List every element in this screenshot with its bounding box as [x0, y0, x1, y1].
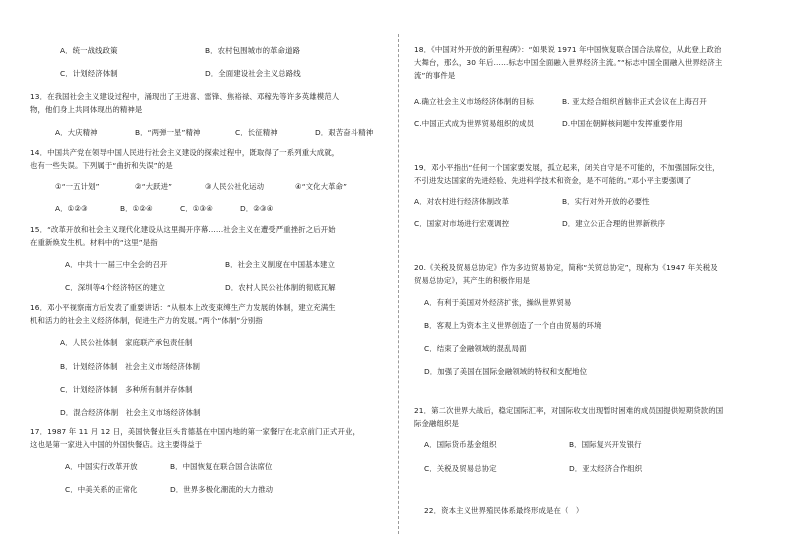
q17-stem-line-1: 17．1987 年 11 月 12 日，美国快餐业巨头肯德基在中国内地的第一家餐厅在北京前门正式开业，: [30, 427, 360, 436]
q20-option-a: A．有利于美国对外经济扩张，操纵世界贸易: [424, 298, 572, 307]
q19-option-d: D．建立公正合理的世界新秩序: [562, 219, 666, 228]
q12-option-b: B．农村包围城市的革命道路: [205, 46, 301, 55]
q13-stem-line-1: 13．在我国社会主义建设过程中，涌现出了王进喜、雷锋、焦裕禄、邓稼先等许多英雄模范人: [30, 92, 340, 101]
q16-option-a: A．人民公社体制 家庭联产承包责任制: [60, 338, 193, 347]
q14-option-b: B．①②④: [120, 204, 153, 213]
q14-item-4: ④“文化大革命”: [295, 182, 348, 191]
q20-stem-line-1: 20.《关税及贸易总协定》作为多边贸易协定，简称“关贸总协定”，现称为《1947 年关税及: [414, 263, 718, 272]
q15-option-c: C．深圳等4个经济特区的建立: [65, 283, 165, 292]
q16-option-b: B．计划经济体制 社会主义市场经济体制: [60, 362, 201, 371]
q21-option-c: C．关税及贸易总协定: [424, 464, 497, 473]
q15-option-a: A．中共十一届三中全会的召开: [65, 260, 168, 269]
q19-option-a: A．对农村进行经济体制改革: [414, 197, 510, 206]
q21-option-d: D．亚太经济合作组织: [569, 464, 643, 473]
q17-option-a: A．中国实行改革开放: [65, 462, 138, 471]
q14-stem-line-1: 14．中国共产党在领导中国人民进行社会主义建设的探索过程中，既取得了一系列重大成就，: [30, 148, 340, 157]
q19-stem-line-2: 不引进发达国家的先进经验、先进科学技术和资金，是不可能的。”邓小平主要强调了: [414, 176, 692, 185]
column-divider: [398, 34, 399, 534]
q15-stem-line-1: 15．“改革开放和社会主义现代化建设从这里揭开序幕……社会主义在遭受严重挫折之后开始: [30, 225, 336, 234]
q13-option-d: D．艰苦奋斗精神: [315, 128, 374, 137]
q17-option-d: D．世界多极化潮流的大力推动: [170, 485, 274, 494]
q16-stem-line-1: 16．邓小平视察南方后发表了重要讲话：“从根本上改变束缚生产力发展的体制，建立充满生: [30, 303, 336, 312]
q13-option-c: C．长征精神: [235, 128, 278, 137]
q18-option-d: D.中国在朝鲜核问题中发挥重要作用: [562, 119, 683, 128]
q14-option-d: D．②③④: [240, 204, 274, 213]
q12-option-c: C．计划经济体制: [60, 69, 118, 78]
q20-option-c: C．结束了金融领域的混乱局面: [424, 344, 527, 353]
q18-option-b: B. 亚太经合组织首脑非正式会议在上海召开: [562, 97, 707, 106]
q18-stem-line-1: 18．《中国对外开放的新里程碑》：“如果说 1971 年中国恢复联合国合法席位，从此登上政治: [414, 45, 722, 54]
q18-option-a: A.确立社会主义市场经济体制的目标: [414, 97, 534, 106]
q20-stem-line-2: 贸易总协定》，其产生的积极作用是: [414, 276, 531, 285]
q13-option-a: A．大庆精神: [55, 128, 98, 137]
q12-option-a: A．统一战线政策: [60, 46, 118, 55]
q18-stem-line-3: 流”的事件是: [414, 71, 456, 80]
q19-stem-line-1: 19．邓小平指出“任何一个国家要发展，孤立起来，闭关自守是不可能的，不加强国际交往，: [414, 163, 720, 172]
q17-stem-line-2: 这也是第一家进入中国的外国快餐店。这主要得益于: [30, 440, 203, 449]
q20-option-d: D．加强了美国在国际金融领域的特权和支配地位: [424, 367, 588, 376]
q12-option-d: D．全面建设社会主义总路线: [205, 69, 301, 78]
q18-stem-line-2: 大舞台，那么，30 年后……标志中国全面融入世界经济主流。”“标志中国全面融入世界经济主: [414, 58, 723, 67]
q13-option-b: B．“两弹一星”精神: [135, 128, 201, 137]
q15-stem-line-2: 在重新焕发生机。材料中的“这里”是指: [30, 238, 158, 247]
q18-option-c: C.中国正式成为世界贸易组织的成员: [414, 119, 535, 128]
q14-option-a: A．①②③: [55, 204, 88, 213]
q17-option-b: B．中国恢复在联合国合法席位: [170, 462, 273, 471]
q14-item-1: ①“一五计划”: [55, 182, 100, 191]
q14-option-c: C．①③④: [180, 204, 213, 213]
q21-stem-line-1: 21．第二次世界大战后，稳定国际汇率，对国际收支出现暂时困难的成员国提供短期贷款的国: [414, 406, 724, 415]
q16-option-d: D．混合经济体制 社会主义市场经济体制: [60, 408, 201, 417]
q21-stem-line-2: 际金融组织是: [414, 419, 459, 428]
q21-option-b: B．国际复兴开发银行: [569, 440, 642, 449]
q20-option-b: B．客观上为资本主义世界创造了一个自由贸易的环境: [424, 321, 602, 330]
q14-stem-line-2: 也有一些失误。下列属于“曲折和失误”的是: [30, 161, 173, 170]
q15-option-b: B．社会主义制度在中国基本建立: [225, 260, 336, 269]
q14-item-3: ③人民公社化运动: [205, 182, 265, 191]
q13-stem-line-2: 物，他们身上共同体现出的精神是: [30, 105, 143, 114]
q19-option-c: C．国家对市场进行宏观调控: [414, 219, 510, 228]
q21-option-a: A．国际货币基金组织: [424, 440, 497, 449]
q14-item-2: ②“大跃进”: [135, 182, 173, 191]
q15-option-d: D．农村人民公社体制的彻底瓦解: [225, 283, 336, 292]
q16-stem-line-2: 机和活力的社会主义经济体制，促进生产力的发展。”两个“体制”分别指: [30, 316, 263, 325]
q17-option-c: C．中美关系的正常化: [65, 485, 138, 494]
q16-option-c: C．计划经济体制 多种所有制并存体制: [60, 385, 193, 394]
q19-option-b: B．实行对外开放的必要性: [562, 197, 650, 206]
q22-stem-line-1: 22．资本主义世界殖民体系最终形成是在（ ）: [424, 506, 584, 515]
